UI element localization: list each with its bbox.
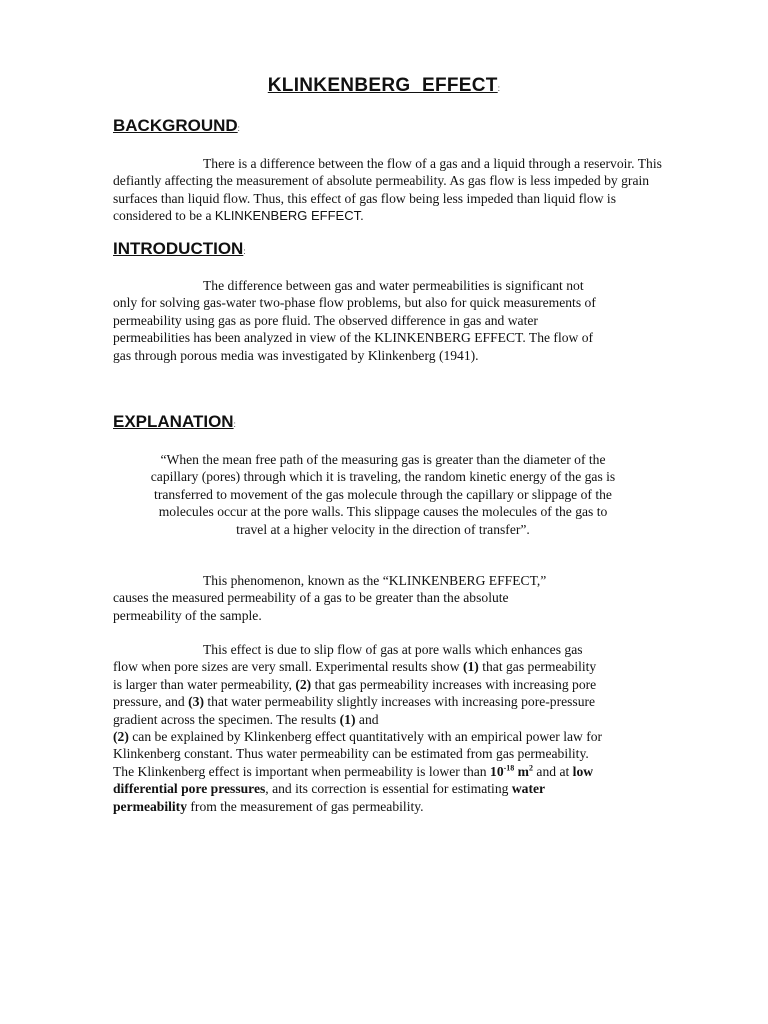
para2-num-5: (2) xyxy=(113,729,129,745)
title-colon: : xyxy=(497,84,501,93)
heading-background-colon: : xyxy=(237,124,240,133)
heading-explanation-text: EXPLANATION xyxy=(113,412,234,431)
para2-bold-2: water permeability xyxy=(113,781,545,814)
para2-num-1: (1) xyxy=(462,659,479,675)
para2-bold-1: low differential pore pressures xyxy=(113,763,594,797)
heading-introduction-colon: : xyxy=(243,247,246,256)
para2-text-1: This effect is due to slip flow of gas at pore walls which enhances gas flow when pore sizes are very small. Experimental results show xyxy=(113,642,583,675)
para2-num-3: (3) xyxy=(188,694,204,710)
background-text: There is a difference between the flow of a gas and a liquid through a reservoir. This defiantly affecting the measurement of absolute permeability. As gas flow is less impeded by grain surfaces than liquid flow. Thus, this effect of gas flow being less impeded than liquid flow is considered to be a xyxy=(113,156,662,224)
title-text: KLINKENBERG EFFECT xyxy=(267,75,498,96)
para2-num-4: (1) xyxy=(339,711,356,727)
para2-text-4: that water permeability slightly increases with increasing pore-pressure gradient across the specimen. The results xyxy=(113,694,596,727)
permeability-threshold xyxy=(490,764,533,779)
para2-text-5: and xyxy=(358,711,379,727)
heading-introduction-text: INTRODUCTION xyxy=(113,239,244,258)
introduction-text: The difference between gas and water permeabilities is significant not only for solving gas-water two-phase flow problems, but also for quick measurements of permeability using gas as pore fluid. The observed difference in gas and water permeabilities has been analyzed in view of the KLINKENBERG EFFECT. The flow of gas through porous media was investigated by Klinkenberg (1941). xyxy=(113,278,596,363)
para2-text-3: that gas permeability increases with increasing pore pressure, and xyxy=(113,676,597,710)
explanation-quote: “When the mean free path of the measuring gas is greater than the diameter of the capillary (pores) through which it is traveling, the random kinetic energy of the gas is transferred to movement of the gas molecule through the capillary or slippage of the molecules occur at the pore walls. This slippage causes the molecules of the gas to travel at a higher velocity in the direction of transfer”. xyxy=(150,452,616,537)
heading-explanation-colon: : xyxy=(233,420,236,429)
para2-num-2: (2) xyxy=(295,676,312,692)
heading-introduction xyxy=(113,239,246,259)
para2-text-6: can be explained by Klinkenberg effect quantitatively with an empirical power law for Klinkenberg constant. Thus water permeability can be estimated from gas permeability. The Klinkenberg effect is important when permeability is lower than xyxy=(113,729,603,779)
para2-text-7: and at xyxy=(536,763,570,779)
para2-text-2: that gas permeability is larger than water permeability, xyxy=(113,659,597,692)
background-paragraph xyxy=(113,155,668,225)
heading-background xyxy=(113,116,240,136)
explanation-paragraph-2 xyxy=(113,641,608,815)
background-term: KLINKENBERG EFFECT. xyxy=(214,208,364,224)
heading-background-text: BACKGROUND xyxy=(113,116,238,135)
explanation-paragraph-1 xyxy=(113,572,555,624)
explanation-para1-text: This phenomenon, known as the “KLINKENBERG EFFECT,” causes the measured permeability of a gas to be greater than the absolute permeability of the sample. xyxy=(113,573,547,623)
threshold-base: 10 xyxy=(490,763,504,779)
para2-text-8: , and its correction is essential for estimating xyxy=(265,781,509,797)
threshold-exponent: -18 xyxy=(503,763,515,773)
introduction-paragraph xyxy=(113,277,607,364)
para2-text-9: from the measurement of gas permeability. xyxy=(190,798,424,814)
threshold-unit: m xyxy=(514,763,530,779)
document-title xyxy=(0,75,768,97)
heading-explanation xyxy=(113,412,236,432)
threshold-unit-exponent: 2 xyxy=(529,763,534,773)
